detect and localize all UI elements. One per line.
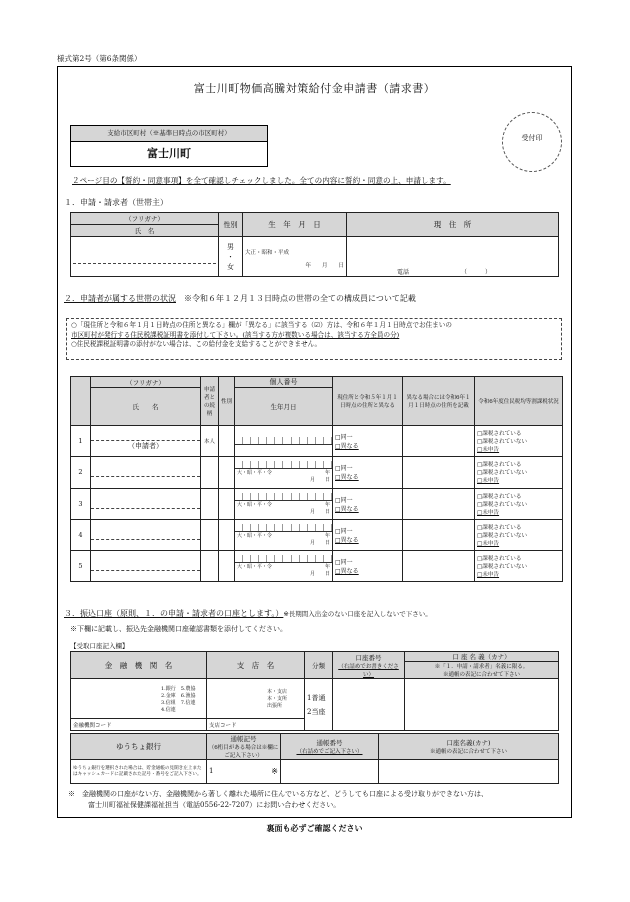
- yucho-table: [70, 733, 559, 784]
- tax-option[interactable]: □課税されていない: [477, 563, 528, 570]
- member-era: 大・昭・平・令: [237, 501, 273, 508]
- addr-check[interactable]: [333, 550, 403, 581]
- municipality-name: 富士川町: [147, 147, 191, 160]
- hh-same-addr-header: 現住所と令和５年１月１日時点の住所と異なる: [333, 377, 403, 426]
- yucho-name: ゆうちょ銀行: [71, 734, 207, 760]
- type-header: 分類: [305, 652, 333, 679]
- yucho-symbol-note: （6桁目がある場合は※欄にご記入下さい）: [208, 745, 279, 759]
- member-sex[interactable]: [219, 488, 235, 519]
- tax-option[interactable]: □課税されている: [477, 493, 522, 500]
- household-row: [71, 488, 563, 519]
- hh-furigana-header: （フリガナ）: [91, 377, 201, 388]
- tax-check[interactable]: [475, 457, 563, 488]
- section1-heading: １．申請・請求者（世帯主）: [64, 198, 168, 207]
- attach-note: ※下欄に記載し、振込先金融機関口座確認書類を添付してください。: [70, 625, 287, 633]
- member-md: 月 日: [309, 570, 330, 577]
- birth-header: 生 年 月 日: [243, 213, 347, 237]
- addr-same-option[interactable]: □同一: [335, 527, 353, 535]
- household-row: [71, 426, 563, 457]
- row-number: 3: [71, 488, 91, 519]
- member-relation[interactable]: [201, 488, 219, 519]
- member-sex[interactable]: [219, 426, 235, 457]
- applicant-name-cell[interactable]: [71, 237, 219, 277]
- holder-header: 口 座 名 義（カナ）: [405, 652, 558, 662]
- yucho-mark: ※: [271, 767, 278, 776]
- note-line: ○住民税課税証明書の添付がない場合は、この給付金を支給することができません。: [71, 340, 322, 349]
- section2-title: ２．申請者が属する世帯の状況: [64, 294, 176, 303]
- household-row: [71, 550, 563, 581]
- member-sex[interactable]: [219, 550, 235, 581]
- tax-check[interactable]: [475, 550, 563, 581]
- row-number: 2: [71, 457, 91, 488]
- diff-address-cell[interactable]: [403, 457, 475, 488]
- furigana-header: （フリガナ）: [71, 213, 219, 225]
- branch-header: 支 店 名: [207, 652, 305, 679]
- addr-same-option[interactable]: □同一: [335, 558, 353, 566]
- member-name-cell[interactable]: [91, 426, 201, 457]
- hh-relation-header: 申請者との続柄: [201, 377, 219, 426]
- bank-type-cell[interactable]: 1.銀行 5.農協 2.金庫 6.漁協 3.信組 7.信連 4.信連: [71, 679, 207, 719]
- yucho-holder-header: 口座名義(カナ): [446, 739, 491, 747]
- bank-label: 【受取口座記入欄】: [70, 642, 129, 650]
- member-relation[interactable]: [201, 519, 219, 550]
- name-header: 氏 名: [71, 225, 219, 237]
- addr-same-option[interactable]: □同一: [335, 496, 353, 504]
- row-number: 1: [71, 426, 91, 457]
- addr-check[interactable]: [333, 519, 403, 550]
- tax-check[interactable]: [475, 488, 563, 519]
- member-sex[interactable]: [219, 519, 235, 550]
- branch-type-cell[interactable]: 本・支店 本・支所 出張所: [207, 679, 305, 719]
- hh-tax-header: 令和6年度住民税均等割課税状況: [475, 377, 563, 426]
- member-year: 年: [324, 501, 330, 508]
- municipality-box: [70, 125, 268, 167]
- account-type-cell[interactable]: 1普通 2当座: [305, 679, 333, 731]
- footnote-1: ※ 金融機関の口座がない方、金融機関から著しく離れた場所に住んでいる方など、どうしても口座による受け取りができない方は、: [68, 790, 488, 798]
- member-relation[interactable]: 本人: [201, 426, 219, 457]
- yucho-number-header: 通帳番号: [316, 739, 343, 747]
- member-name-cell[interactable]: [91, 457, 201, 488]
- yucho-number-cell[interactable]: [281, 760, 379, 784]
- era-options: 大正・昭和・平成: [245, 250, 290, 256]
- holder-note: ※通帳の表記に合わせて下さい: [442, 672, 520, 678]
- yucho-symbol-cell[interactable]: [207, 760, 281, 784]
- municipality-label: 支給市区町村（※基準日時点の市区町村）: [71, 126, 267, 142]
- tax-option[interactable]: □課税されている: [477, 431, 522, 438]
- form-title: 富士川町物価高騰対策給付金申請書（請求書）: [193, 82, 436, 95]
- holder-note: ※「１．申請・請求者」名義に限る。: [434, 664, 529, 670]
- addr-diff-option[interactable]: □異なる: [335, 474, 359, 482]
- addr-diff-option[interactable]: □異なる: [335, 505, 359, 513]
- tax-option[interactable]: □課税されていない: [477, 501, 528, 508]
- member-name-cell[interactable]: [91, 550, 201, 581]
- yucho-desc: ゆうちょ銀行を選択された場合は、貯金通帳の見開き左上またはキャッシュカードに記載された記号・番号をご記入下さい。: [71, 760, 207, 784]
- diff-address-cell[interactable]: [403, 426, 475, 457]
- birth-cell[interactable]: [243, 237, 347, 277]
- household-row: [71, 519, 563, 550]
- bank-code[interactable]: 金融機関コード: [71, 719, 207, 731]
- tax-option[interactable]: □課税されている: [477, 524, 522, 531]
- addr-diff-option[interactable]: □異なる: [335, 536, 359, 544]
- hh-mynumber-header: 個人番号: [235, 377, 333, 388]
- tax-option[interactable]: □未申告: [477, 509, 500, 516]
- member-era: 大・昭・平・令: [237, 532, 273, 539]
- section2-notes: [66, 318, 562, 360]
- hh-name-header: 氏 名: [91, 388, 201, 426]
- yucho-one: 1: [209, 767, 214, 775]
- hh-sex-header: 性別: [219, 377, 235, 426]
- hh-birth-header: 生年月日: [235, 388, 333, 426]
- yucho-holder-note: ※通帳の表記に合わせて下さい: [429, 749, 507, 755]
- footnote-2: 富士川町福祉保健課福祉担当（電話0556-22-7207）にお問い合わせください。: [88, 801, 341, 809]
- section3-heading: ３．振込口座（原則、１．の申請・請求者の口座とします。）: [64, 609, 284, 618]
- household-table: [70, 376, 563, 582]
- footer-note: 裏面も必ずご確認ください: [266, 823, 363, 833]
- row-number: 5: [71, 550, 91, 581]
- tax-option[interactable]: □課税されていない: [477, 439, 528, 446]
- member-name: （申請者）: [128, 442, 163, 451]
- tax-option[interactable]: □課税されていない: [477, 532, 528, 539]
- receipt-stamp-label: 受付印: [521, 134, 543, 142]
- household-row: [71, 457, 563, 488]
- addr-check[interactable]: [333, 426, 403, 457]
- tax-option[interactable]: □未申告: [477, 447, 500, 454]
- addr-check[interactable]: [333, 457, 403, 488]
- member-name-cell[interactable]: [91, 519, 201, 550]
- tax-option[interactable]: □課税されていない: [477, 470, 528, 477]
- member-mynumber-birth[interactable]: [235, 457, 333, 488]
- member-relation[interactable]: [201, 457, 219, 488]
- row-number: 4: [71, 519, 91, 550]
- sex-header: 性別: [219, 213, 243, 237]
- member-year: 年: [324, 470, 330, 477]
- address-cell[interactable]: [347, 237, 559, 277]
- phone-label: 電話: [397, 269, 410, 276]
- note-line: 市区町村が発行する住民税課税証明書を添付して下さい。(該当する方が複数いる場合は、該当する方全員の分): [71, 331, 400, 340]
- addr-same-option[interactable]: □同一: [335, 465, 353, 473]
- sex-options[interactable]: 男 ・ 女: [219, 237, 243, 277]
- tax-option[interactable]: □課税されている: [477, 555, 522, 562]
- tax-option[interactable]: □未申告: [477, 571, 500, 578]
- tax-option[interactable]: □未申告: [477, 540, 500, 547]
- yucho-symbol-header: 通帳記号: [230, 735, 257, 743]
- section3-heading-line: [64, 609, 432, 619]
- member-mynumber-birth[interactable]: [235, 426, 333, 457]
- member-name-cell[interactable]: [91, 488, 201, 519]
- holder-cell[interactable]: [405, 679, 559, 731]
- diff-address-cell[interactable]: [403, 488, 475, 519]
- member-year: 年: [324, 563, 330, 570]
- receipt-stamp: [502, 112, 562, 172]
- branch-code[interactable]: 支店コード: [207, 719, 305, 731]
- yucho-holder-cell[interactable]: [379, 760, 559, 784]
- diff-address-cell[interactable]: [403, 519, 475, 550]
- account-sub: （右詰めでお書きください）: [338, 663, 399, 678]
- yucho-number-note: （右詰めでご記入下さい）: [296, 749, 363, 755]
- section2-subheading: ※令和６年１２月１３日時点の世帯の全ての構成員について記載: [184, 294, 416, 303]
- tax-check[interactable]: [475, 519, 563, 550]
- tax-option[interactable]: □未申告: [477, 478, 500, 485]
- member-era: 大・昭・平・令: [237, 470, 273, 477]
- member-year: 年: [324, 532, 330, 539]
- tax-check[interactable]: [475, 426, 563, 457]
- member-mynumber-birth[interactable]: [235, 550, 333, 581]
- pledge-text: ２ページ目の【誓約・同意事項】を全て確認しチェックしました。全ての内容に誓約・同意の上、申請します。: [72, 176, 451, 185]
- member-sex[interactable]: [219, 457, 235, 488]
- tax-option[interactable]: □課税されている: [477, 462, 522, 469]
- addr-same-option[interactable]: □同一: [335, 434, 353, 442]
- phone-paren: （ ）: [461, 269, 492, 276]
- applicant-table: [70, 212, 559, 277]
- addr-diff-option[interactable]: □異なる: [335, 443, 359, 451]
- addr-check[interactable]: [333, 488, 403, 519]
- addr-diff-option[interactable]: □異なる: [335, 567, 359, 575]
- member-md: 月 日: [309, 477, 330, 484]
- account-number-cell[interactable]: [333, 679, 405, 731]
- note-line: ○「現住所と令和６年１月１日時点の住所と異なる」欄が「異なる」に該当する（☑）方は、令和６年１月１日時点でお住まいの: [71, 321, 452, 329]
- member-md: 月 日: [309, 508, 330, 515]
- section2-heading: [64, 294, 416, 304]
- member-mynumber-birth[interactable]: [235, 519, 333, 550]
- member-md: 月 日: [309, 539, 330, 546]
- ymd-label: 年 月 日: [305, 263, 344, 269]
- diff-address-cell[interactable]: [403, 550, 475, 581]
- bank-name-header: 金 融 機 関 名: [71, 652, 207, 679]
- section3-note: ※長期間入出金のない口座を記入しないで下さい。: [283, 610, 432, 618]
- hh-diff-addr-header: 異なる場合には令和6年１月１日時点の住所を記載: [403, 377, 475, 426]
- form-number: 様式第2号（第6条関係）: [57, 54, 142, 63]
- member-relation[interactable]: [201, 550, 219, 581]
- bank-table: [70, 651, 559, 731]
- account-header: 口座番号: [355, 653, 382, 662]
- address-header: 現 住 所: [347, 213, 559, 237]
- member-era: 大・昭・平・令: [237, 563, 273, 570]
- member-mynumber-birth[interactable]: [235, 488, 333, 519]
